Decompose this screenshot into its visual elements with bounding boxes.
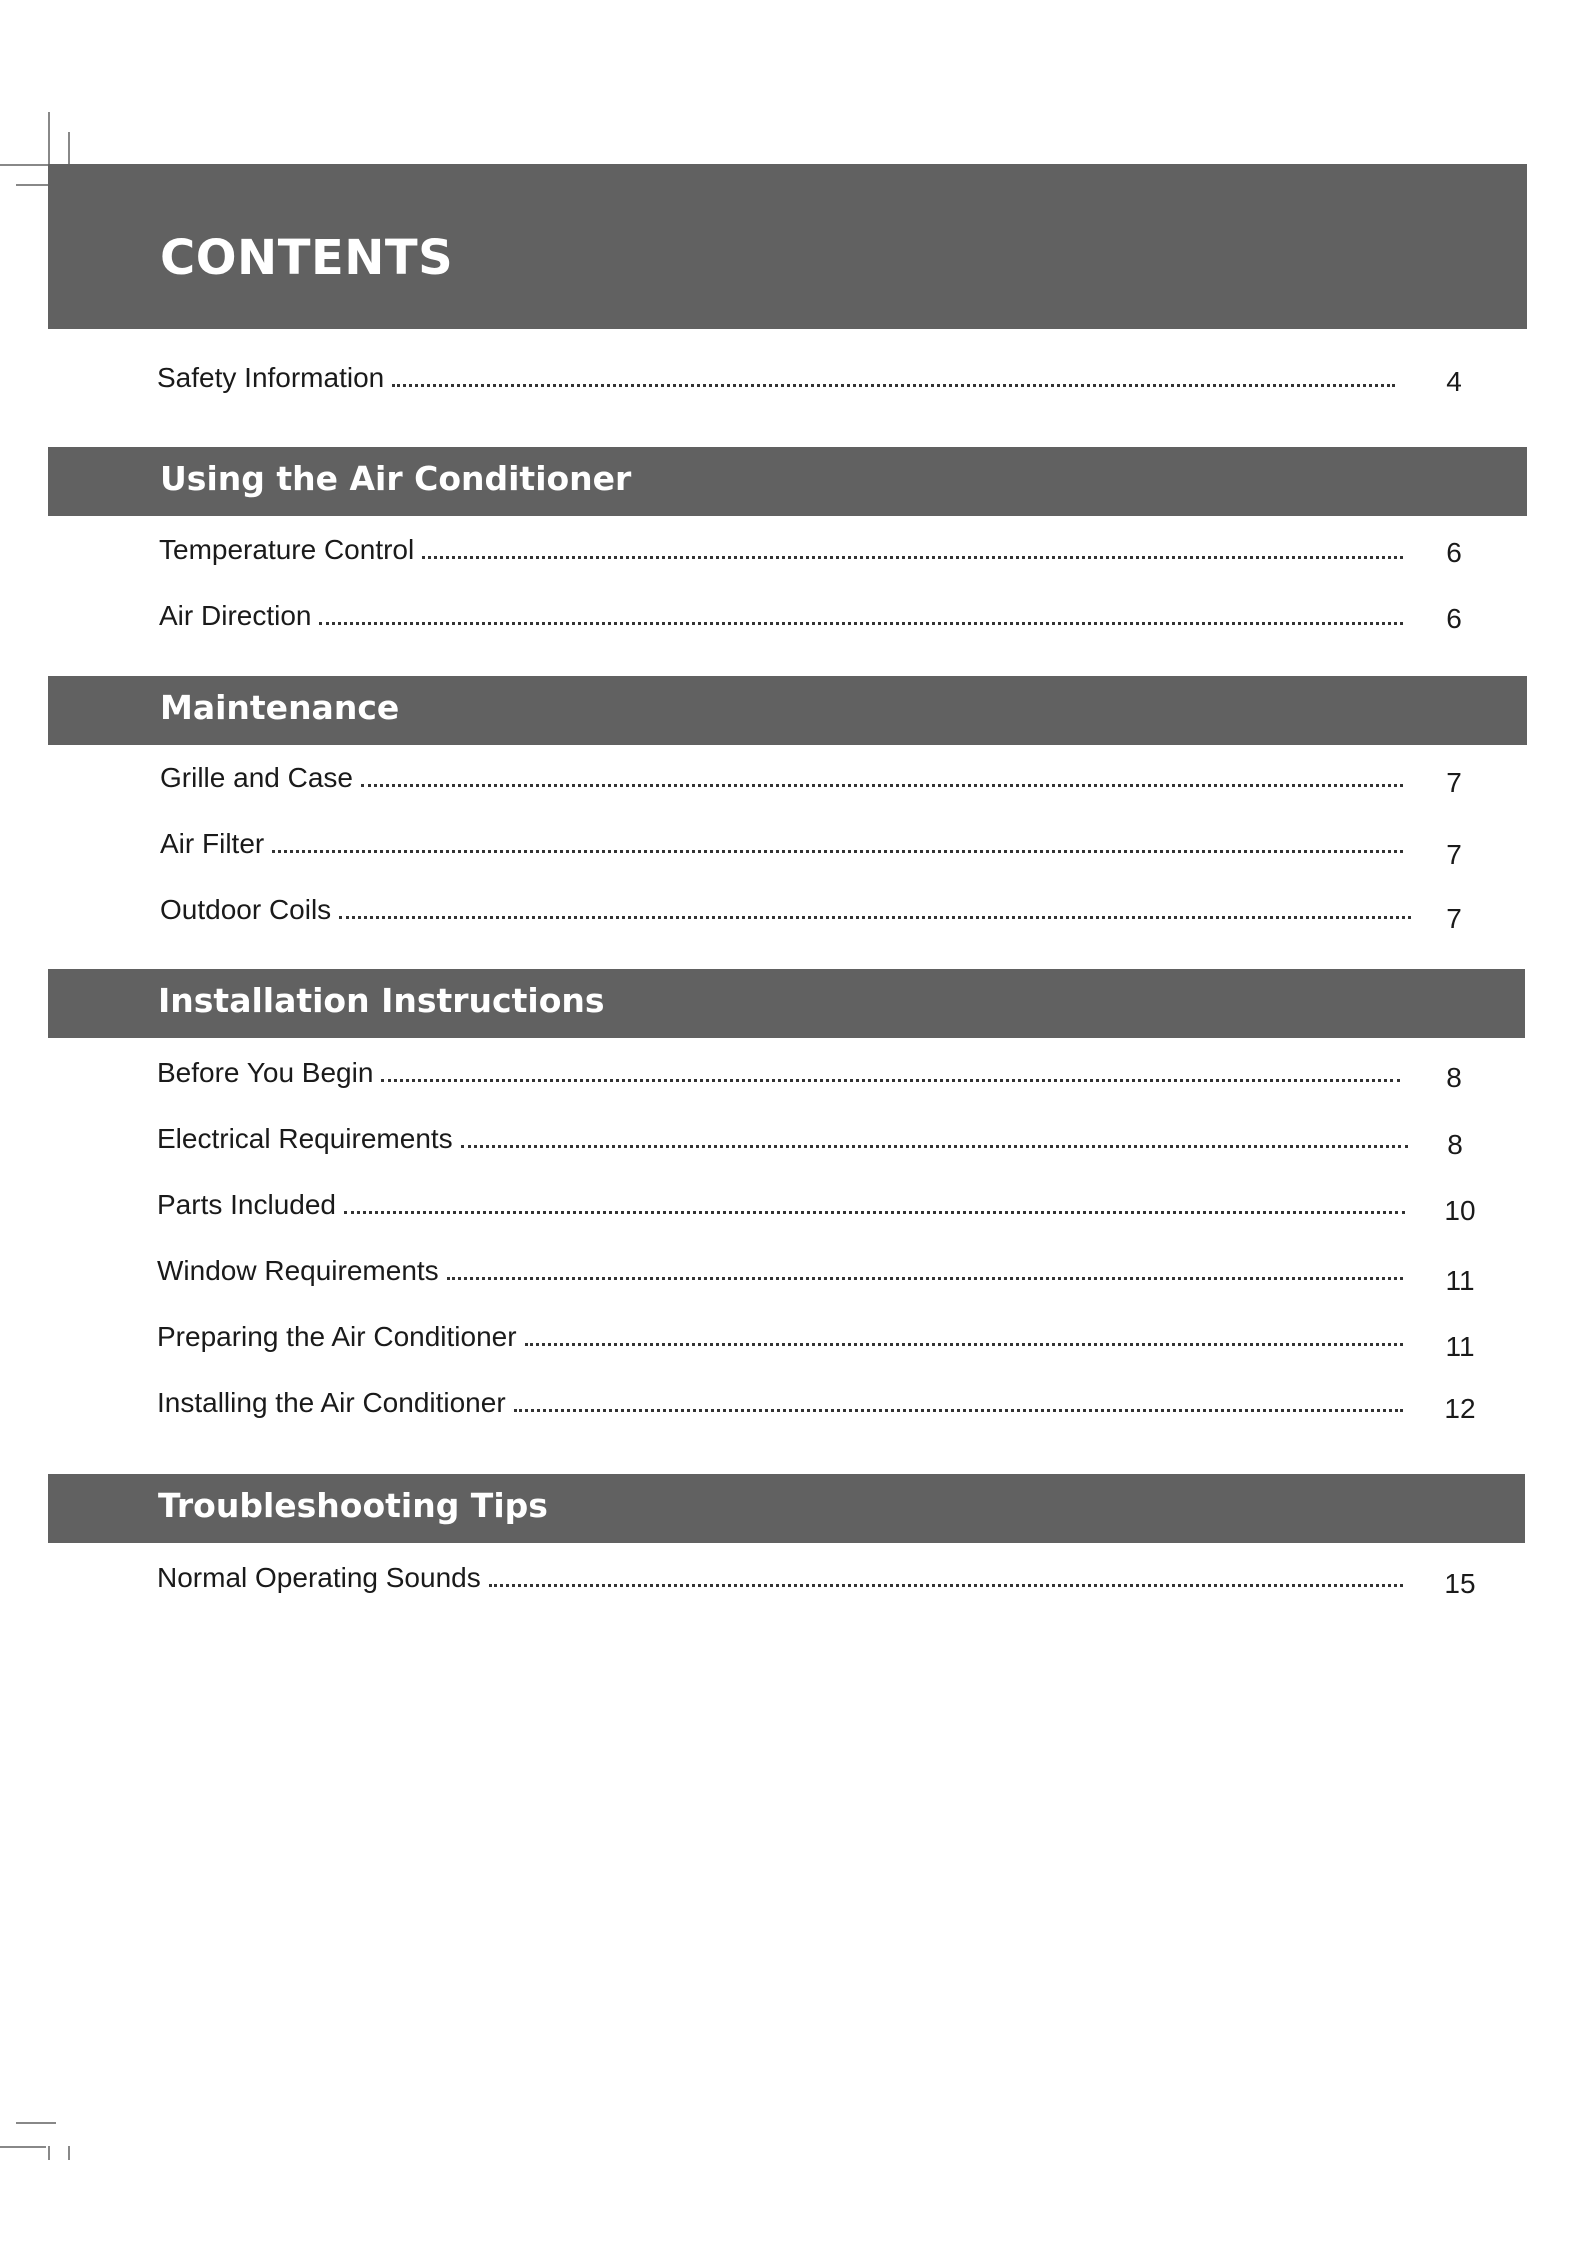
crop-mark	[0, 164, 48, 166]
crop-mark	[68, 132, 70, 168]
section-header	[48, 447, 1527, 516]
dot-leader	[381, 1079, 1400, 1082]
toc-entry-label: Window Requirements	[157, 1255, 439, 1286]
toc-entry-label: Air Direction	[159, 600, 312, 631]
contents-header	[48, 164, 1527, 329]
toc-entry-label: Installing the Air Conditioner	[157, 1387, 506, 1418]
dot-leader	[361, 784, 1403, 787]
crop-mark	[0, 2146, 46, 2148]
crop-mark	[16, 2122, 56, 2124]
dot-leader	[489, 1584, 1403, 1587]
toc-entry-page: 6	[1446, 537, 1462, 568]
page-title: CONTENTS	[160, 230, 454, 286]
dot-leader	[461, 1145, 1408, 1148]
toc-entry[interactable]	[157, 1248, 1403, 1288]
toc-entry-label: Preparing the Air Conditioner	[157, 1321, 517, 1352]
toc-entry[interactable]	[157, 1050, 1400, 1090]
crop-mark	[68, 2146, 70, 2160]
toc-entry-label: Safety Information	[157, 362, 385, 393]
section-header	[48, 1474, 1525, 1543]
toc-entry-label: Grille and Case	[160, 762, 353, 793]
toc-entry-label: Electrical Requirements	[157, 1123, 453, 1154]
toc-entry[interactable]	[160, 821, 1403, 861]
dot-leader	[319, 622, 1403, 625]
section-header	[48, 676, 1527, 745]
toc-entry-label: Normal Operating Sounds	[157, 1562, 481, 1593]
toc-entry[interactable]	[160, 887, 1411, 927]
toc-entry-page: 10	[1444, 1195, 1476, 1226]
toc-entry-page: 4	[1446, 366, 1462, 397]
section-header	[48, 969, 1525, 1038]
toc-entry-label: Temperature Control	[159, 534, 415, 565]
toc-entry-label: Air Filter	[160, 828, 265, 859]
section-title: Installation Instructions	[158, 981, 605, 1020]
toc-entry-page: 11	[1445, 1265, 1475, 1296]
toc-entry[interactable]	[157, 1380, 1403, 1420]
crop-mark	[48, 2146, 50, 2160]
toc-entry-label: Before You Begin	[157, 1057, 374, 1088]
toc-entry[interactable]	[157, 1314, 1403, 1354]
dot-leader	[272, 850, 1403, 853]
toc-entry[interactable]	[160, 755, 1403, 795]
toc-entry-label: Outdoor Coils	[160, 894, 332, 925]
dot-leader	[422, 556, 1403, 559]
dot-leader	[392, 384, 1395, 387]
toc-entry[interactable]	[157, 1116, 1408, 1156]
dot-leader	[339, 916, 1411, 919]
toc-entry[interactable]	[159, 527, 1403, 567]
section-title: Maintenance	[160, 688, 400, 727]
toc-entry-page: 7	[1446, 767, 1462, 798]
section-title: Troubleshooting Tips	[158, 1486, 548, 1525]
toc-entry-page: 6	[1446, 603, 1462, 634]
toc-entry[interactable]	[159, 593, 1403, 633]
toc-entry-page: 11	[1445, 1331, 1475, 1362]
dot-leader	[525, 1343, 1403, 1346]
toc-entry-page: 8	[1447, 1129, 1463, 1160]
toc-entry-page: 7	[1446, 903, 1462, 934]
dot-leader	[447, 1277, 1403, 1280]
crop-mark	[48, 112, 50, 168]
toc-entry-label: Parts Included	[157, 1189, 336, 1220]
toc-entry[interactable]	[157, 1555, 1403, 1595]
toc-entry-page: 7	[1446, 839, 1462, 870]
toc-entry[interactable]	[157, 1182, 1405, 1222]
toc-entry-page: 8	[1446, 1062, 1462, 1093]
dot-leader	[514, 1409, 1403, 1412]
dot-leader	[344, 1211, 1405, 1214]
section-title: Using the Air Conditioner	[160, 459, 632, 498]
toc-entry-page: 15	[1444, 1568, 1476, 1599]
toc-entry[interactable]	[157, 355, 1395, 395]
toc-entry-page: 12	[1444, 1393, 1476, 1424]
